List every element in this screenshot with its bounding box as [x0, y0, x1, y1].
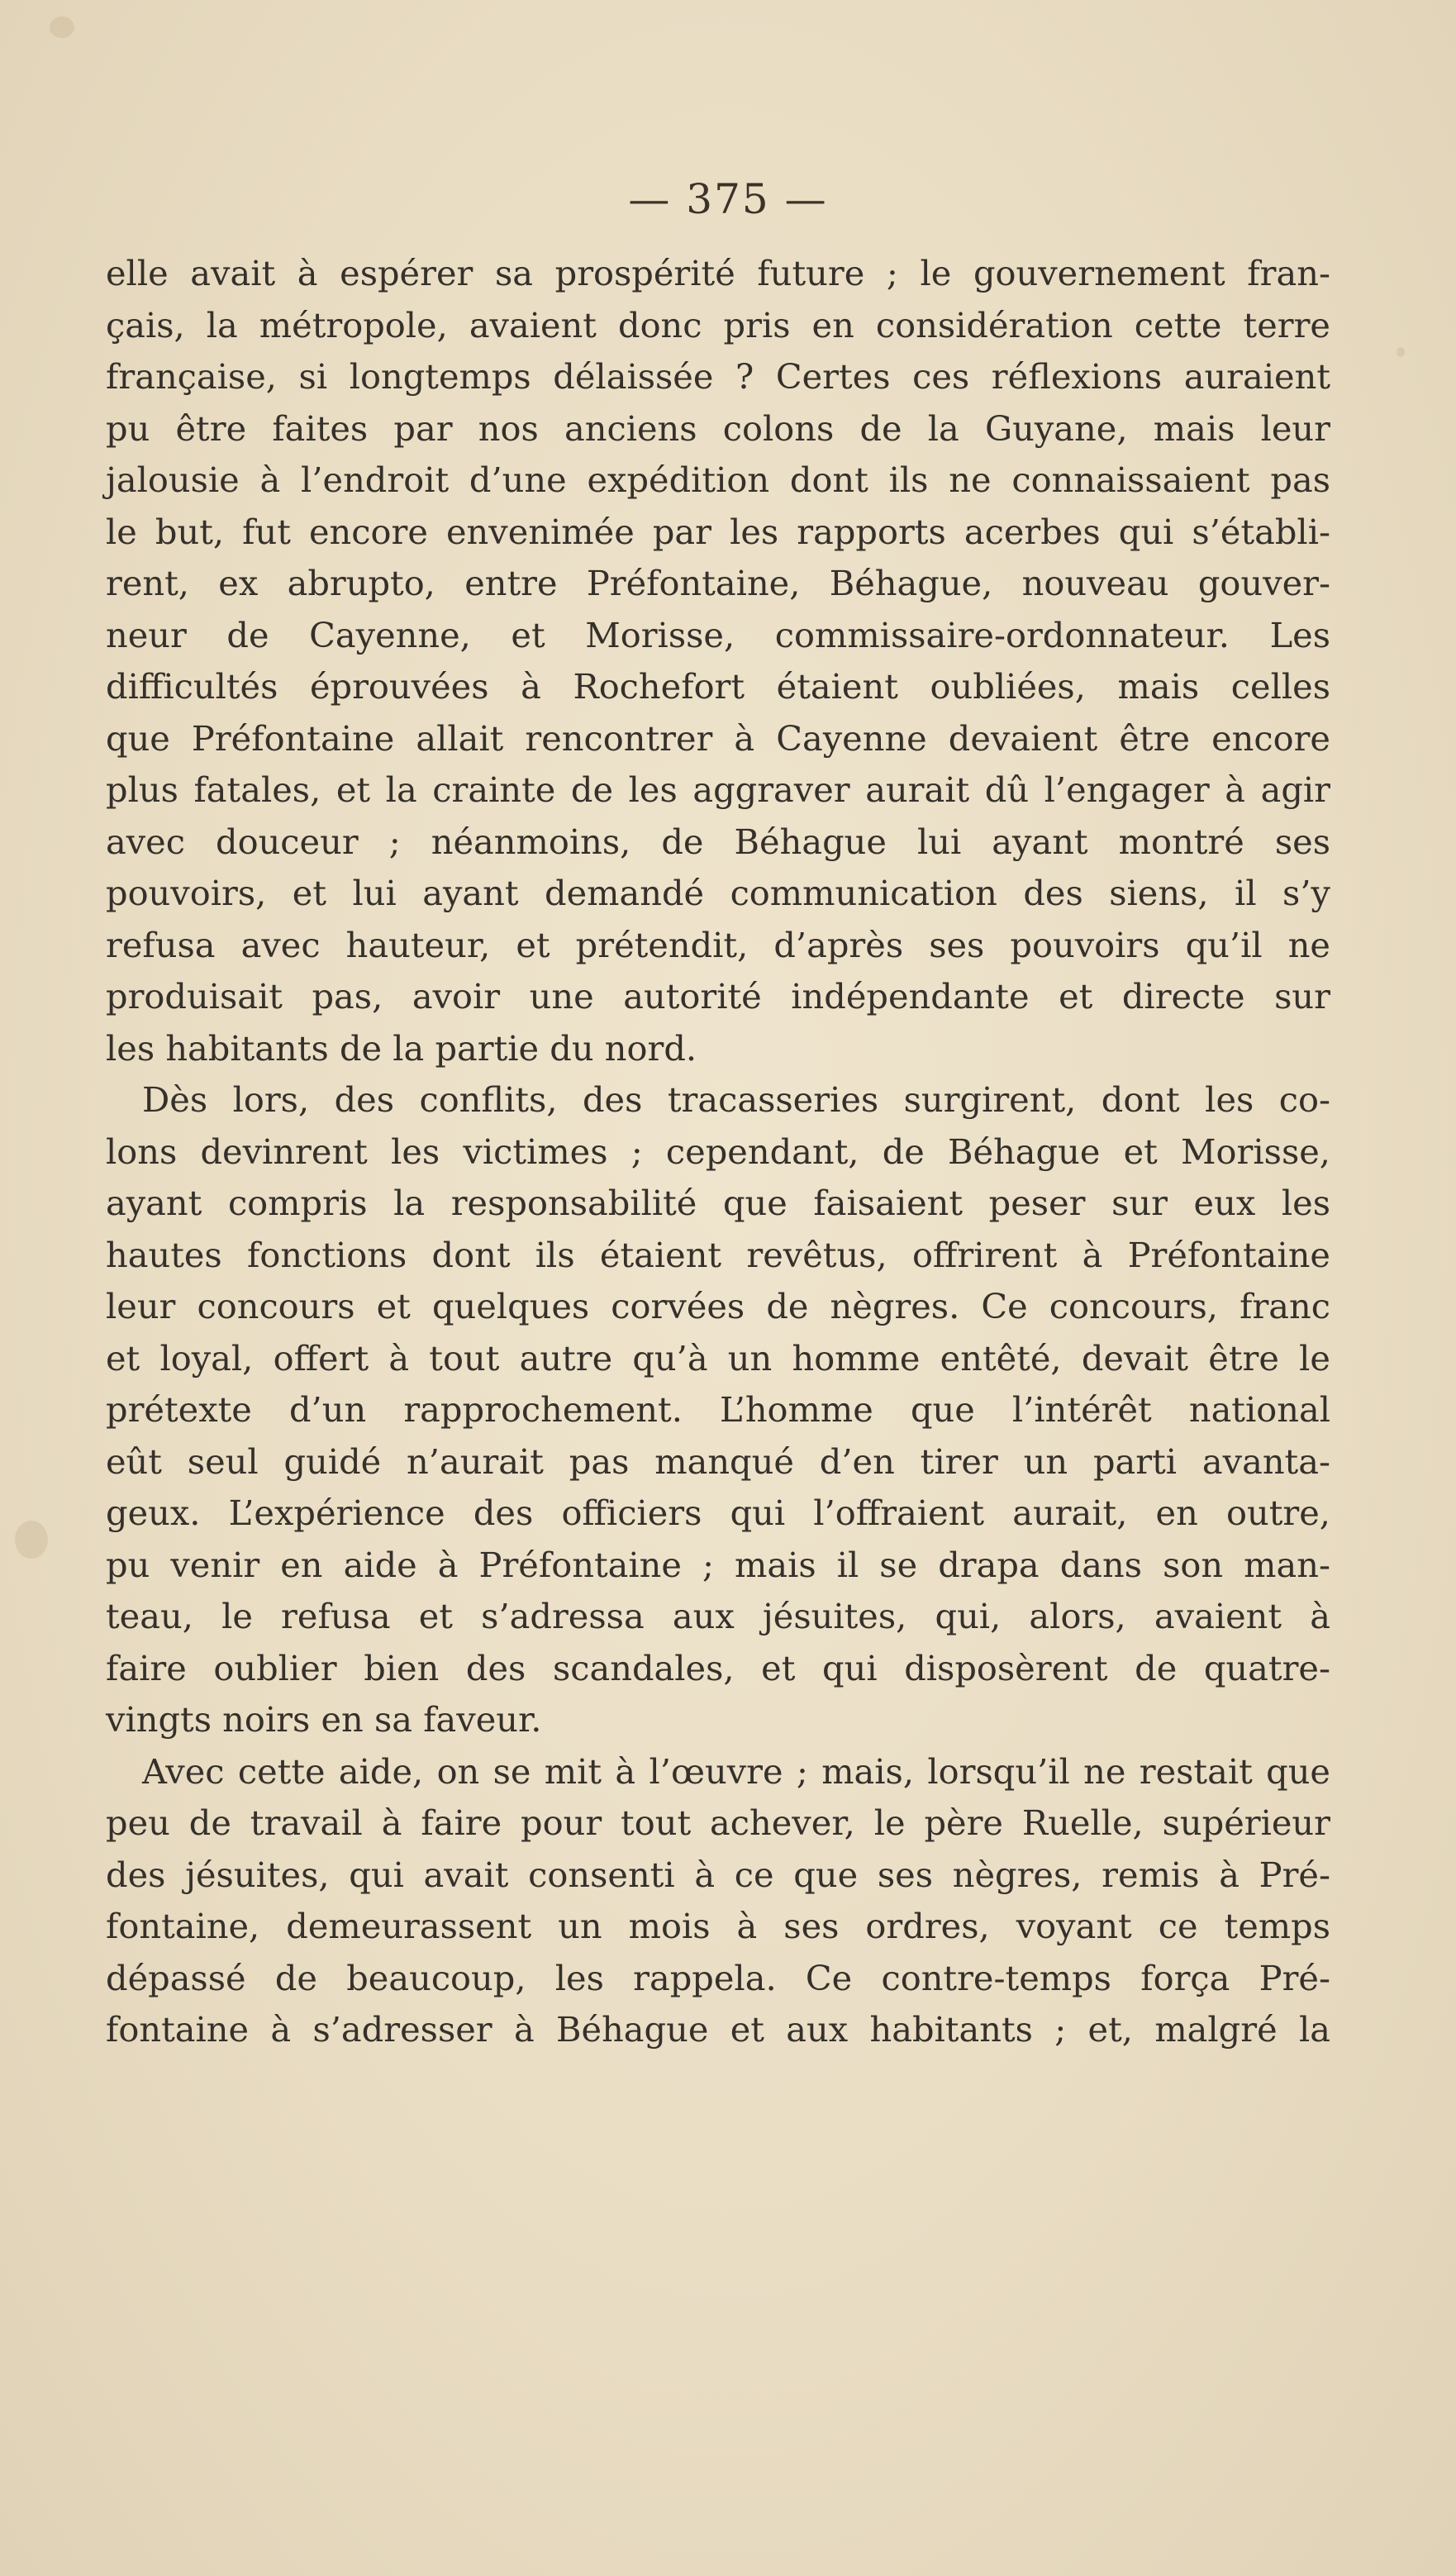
text-line: fontaine à s’adresser à Béhague et aux habitants ; et, malgré la — [106, 2009, 1330, 2050]
text-line: prétexte d’un rapprochement. L’homme que l’intérêt national — [106, 1389, 1330, 1430]
text-line: pu être faites par nos anciens colons de la Guyane, mais leur — [106, 407, 1330, 449]
text-line: difficultés éprouvées à Rochefort étaient oubliées, mais celles — [106, 666, 1330, 707]
text-line: des jésuites, qui avait consenti à ce que ses nègres, remis à Pré- — [106, 1854, 1330, 1895]
text-line: elle avait à espérer sa prospérité future ; le gouvernement fran- — [106, 253, 1330, 293]
text-line: refusa avec hauteur, et prétendit, d’après ses pouvoirs qu’il ne — [106, 924, 1330, 965]
text-line: Dès lors, des conflits, des tracasseries surgirent, dont les co- — [142, 1079, 1330, 1120]
text-line: vingts noirs en sa faveur. — [106, 1699, 542, 1740]
text-line: pouvoirs, et lui ayant demandé communication des siens, il s’y — [106, 873, 1330, 913]
text-line: fontaine, demeurassent un mois à ses ordres, voyant ce temps — [106, 1906, 1330, 1946]
body-text — [106, 248, 1330, 2056]
foxing-stain — [1397, 347, 1405, 357]
text-line: çais, la métropole, avaient donc pris en considération cette terre — [106, 304, 1330, 345]
text-line: pu venir en aide à Préfontaine ; mais il se drapa dans son man- — [106, 1544, 1330, 1585]
text-line: teau, le refusa et s’adressa aux jésuites, qui, alors, avaient à — [106, 1596, 1330, 1636]
text-line: ayant compris la responsabilité que faisaient peser sur eux les — [106, 1183, 1330, 1223]
text-line: peu de travail à faire pour tout achever, le père Ruelle, supérieur — [106, 1802, 1330, 1843]
page-number: — 375 — — [628, 175, 828, 223]
text-line: jalousie à l’endroit d’une expédition dont ils ne connaissaient pas — [106, 459, 1330, 500]
text-line: lons devinrent les victimes ; cependant, de Béhague et Morisse, — [106, 1131, 1330, 1172]
text-line: et loyal, offert à tout autre qu’à un homme entêté, devait être le — [106, 1337, 1330, 1378]
text-line: rent, ex abrupto, entre Préfontaine, Béhague, nouveau gouver- — [106, 563, 1330, 603]
text-line: leur concours et quelques corvées de nègres. Ce concours, franc — [106, 1286, 1330, 1326]
text-line: française, si longtemps délaissée ? Certes ces réflexions auraient — [106, 356, 1330, 397]
text-line: plus fatales, et la crainte de les aggraver aurait dû l’engager à agir — [106, 769, 1330, 810]
foxing-stain — [50, 17, 74, 38]
foxing-stain — [15, 1521, 48, 1559]
text-line: hautes fonctions dont ils étaient revêtus, offrirent à Préfontaine — [106, 1234, 1330, 1275]
text-line: le but, fut encore envenimée par les rapports acerbes qui s’établi- — [106, 511, 1330, 552]
text-line: les habitants de la partie du nord. — [106, 1027, 697, 1069]
text-line: produisait pas, avoir une autorité indépendante et directe sur — [106, 976, 1330, 1017]
text-line: neur de Cayenne, et Morisse, commissaire-ordonnateur. Les — [106, 614, 1330, 655]
text-line: eût seul guidé n’aurait pas manqué d’en tirer un parti avanta- — [106, 1440, 1330, 1482]
text-line: faire oublier bien des scandales, et qui disposèrent de quatre- — [106, 1647, 1330, 1688]
text-line: geux. L’expérience des officiers qui l’offraient aurait, en outre, — [106, 1493, 1330, 1533]
text-line: dépassé de beaucoup, les rappela. Ce contre-temps força Pré- — [106, 1957, 1330, 1998]
text-line: Avec cette aide, on se mit à l’œuvre ; mais, lorsqu’il ne restait que — [142, 1750, 1330, 1792]
text-line: que Préfontaine allait rencontrer à Cayenne devaient être encore — [106, 717, 1330, 759]
text-line: avec douceur ; néanmoins, de Béhague lui ayant montré ses — [106, 821, 1330, 862]
